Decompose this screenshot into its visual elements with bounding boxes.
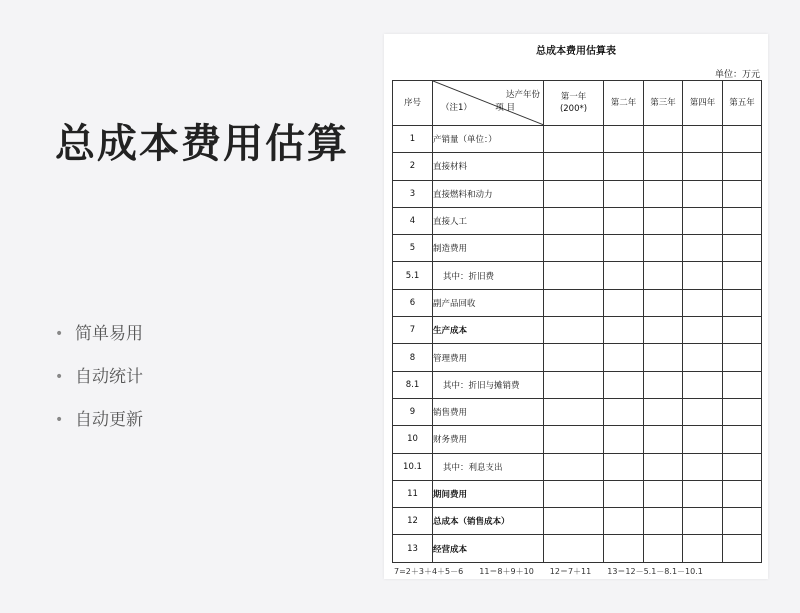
- row-number: 2: [393, 153, 433, 180]
- value-cell[interactable]: [604, 207, 644, 234]
- header-year2: 第二年: [604, 81, 644, 126]
- value-cell[interactable]: [723, 453, 762, 480]
- feature-label: 简单易用: [75, 323, 143, 344]
- value-cell[interactable]: [723, 398, 762, 425]
- row-item-label: 管理费用: [433, 344, 544, 371]
- row-number: 12: [393, 508, 433, 535]
- row-number: 11: [393, 480, 433, 507]
- row-item-label: 生产成本: [433, 317, 544, 344]
- value-cell[interactable]: [544, 262, 604, 289]
- value-cell[interactable]: [604, 180, 644, 207]
- header-year3: 第三年: [644, 81, 683, 126]
- value-cell[interactable]: [604, 317, 644, 344]
- row-number: 3: [393, 180, 433, 207]
- header-year-label: 达产年份: [505, 90, 540, 100]
- row-item-label: 经营成本: [433, 535, 544, 562]
- value-cell[interactable]: [604, 344, 644, 371]
- value-cell[interactable]: [644, 426, 683, 453]
- value-cell[interactable]: [723, 180, 762, 207]
- table-row: [393, 426, 762, 453]
- value-cell[interactable]: [604, 480, 644, 507]
- value-cell[interactable]: [683, 180, 723, 207]
- value-cell[interactable]: [604, 371, 644, 398]
- value-cell[interactable]: [604, 535, 644, 562]
- value-cell[interactable]: [683, 371, 723, 398]
- value-cell[interactable]: [723, 508, 762, 535]
- value-cell[interactable]: [644, 235, 683, 262]
- row-number: 10: [393, 426, 433, 453]
- value-cell[interactable]: [604, 262, 644, 289]
- value-cell[interactable]: [544, 344, 604, 371]
- value-cell[interactable]: [544, 126, 604, 153]
- value-cell[interactable]: [604, 426, 644, 453]
- value-cell[interactable]: [723, 371, 762, 398]
- value-cell[interactable]: [683, 317, 723, 344]
- row-item-label: 财务费用: [433, 426, 544, 453]
- table-row: [393, 535, 762, 562]
- value-cell[interactable]: [723, 153, 762, 180]
- unit-label: 单位：万元: [714, 70, 760, 80]
- header-year4: 第四年: [683, 81, 723, 126]
- row-number: 6: [393, 289, 433, 316]
- value-cell[interactable]: [644, 371, 683, 398]
- value-cell[interactable]: [544, 426, 604, 453]
- value-cell[interactable]: [723, 535, 762, 562]
- table-row: [393, 289, 762, 316]
- value-cell[interactable]: [644, 508, 683, 535]
- bullet-icon: •: [55, 411, 64, 428]
- row-number: 13: [393, 535, 433, 562]
- value-cell[interactable]: [544, 480, 604, 507]
- value-cell[interactable]: [604, 508, 644, 535]
- feature-list: [55, 312, 143, 441]
- value-cell[interactable]: [683, 453, 723, 480]
- table-row: [393, 344, 762, 371]
- table-header-row: [393, 81, 762, 126]
- row-item-label: 期间费用: [433, 480, 544, 507]
- feature-item: [55, 312, 143, 355]
- value-cell[interactable]: [723, 207, 762, 234]
- row-number: 5: [393, 235, 433, 262]
- table-row: [393, 180, 762, 207]
- table-row: [393, 453, 762, 480]
- spreadsheet-preview: [384, 34, 768, 579]
- value-cell[interactable]: [604, 235, 644, 262]
- value-cell[interactable]: [604, 453, 644, 480]
- value-cell[interactable]: [723, 317, 762, 344]
- value-cell[interactable]: [644, 535, 683, 562]
- table-row: [393, 126, 762, 153]
- header-seq: 序号: [393, 81, 433, 126]
- value-cell[interactable]: [723, 344, 762, 371]
- value-cell[interactable]: [644, 289, 683, 316]
- value-cell[interactable]: [644, 180, 683, 207]
- value-cell[interactable]: [683, 207, 723, 234]
- value-cell[interactable]: [723, 235, 762, 262]
- bullet-icon: •: [55, 368, 64, 385]
- value-cell[interactable]: [644, 453, 683, 480]
- value-cell[interactable]: [544, 453, 604, 480]
- row-number: 7: [393, 317, 433, 344]
- header-year1-date: (200*): [559, 104, 588, 114]
- header-note-label: （注1）: [441, 103, 472, 113]
- row-item-label: 直接燃料和动力: [433, 180, 544, 207]
- table-row: [393, 398, 762, 425]
- row-item-label: 其中：折旧费: [433, 262, 544, 289]
- value-cell[interactable]: [683, 126, 723, 153]
- value-cell[interactable]: [723, 262, 762, 289]
- value-cell[interactable]: [723, 426, 762, 453]
- value-cell[interactable]: [683, 235, 723, 262]
- formula-footnote: 7=2＋3＋4＋5－6 11＝8＋9＋10 12＝7＋11 13＝12－5.1－8.1－10.1: [394, 567, 703, 576]
- header-item-diagonal: [433, 81, 544, 126]
- value-cell[interactable]: [644, 207, 683, 234]
- value-cell[interactable]: [604, 289, 644, 316]
- row-item-label: 制造费用: [433, 235, 544, 262]
- row-number: 9: [393, 398, 433, 425]
- header-year1: [544, 81, 604, 126]
- row-item-label: 销售费用: [433, 398, 544, 425]
- row-item-label: 副产品回收: [433, 289, 544, 316]
- value-cell[interactable]: [723, 126, 762, 153]
- row-item-label: 其中：利息支出: [433, 453, 544, 480]
- table-row: [393, 235, 762, 262]
- cost-table: [392, 80, 762, 563]
- value-cell[interactable]: [683, 398, 723, 425]
- feature-item: [55, 355, 143, 398]
- value-cell[interactable]: [544, 508, 604, 535]
- table-row: [393, 480, 762, 507]
- row-number: 10.1: [393, 453, 433, 480]
- value-cell[interactable]: [683, 480, 723, 507]
- table-row: [393, 153, 762, 180]
- value-cell[interactable]: [544, 235, 604, 262]
- value-cell[interactable]: [544, 317, 604, 344]
- value-cell[interactable]: [644, 344, 683, 371]
- feature-label: 自动更新: [75, 409, 143, 430]
- value-cell[interactable]: [644, 398, 683, 425]
- value-cell[interactable]: [723, 480, 762, 507]
- value-cell[interactable]: [683, 289, 723, 316]
- value-cell[interactable]: [544, 207, 604, 234]
- value-cell[interactable]: [683, 262, 723, 289]
- row-item-label: 其中：折旧与摊销费: [433, 371, 544, 398]
- value-cell[interactable]: [604, 398, 644, 425]
- value-cell[interactable]: [544, 180, 604, 207]
- table-row: [393, 262, 762, 289]
- row-item-label: 直接材料: [433, 153, 544, 180]
- value-cell[interactable]: [723, 289, 762, 316]
- value-cell[interactable]: [683, 344, 723, 371]
- bullet-icon: •: [55, 325, 64, 342]
- value-cell[interactable]: [683, 508, 723, 535]
- value-cell[interactable]: [544, 153, 604, 180]
- value-cell[interactable]: [544, 535, 604, 562]
- table-row: [393, 371, 762, 398]
- row-item-label: 直接人工: [433, 207, 544, 234]
- header-year1-name: 第一年: [560, 92, 587, 102]
- feature-item: [55, 398, 143, 441]
- value-cell[interactable]: [544, 398, 604, 425]
- value-cell[interactable]: [544, 289, 604, 316]
- value-cell[interactable]: [644, 126, 683, 153]
- table-row: [393, 207, 762, 234]
- value-cell[interactable]: [644, 153, 683, 180]
- value-cell[interactable]: [683, 153, 723, 180]
- row-number: 8: [393, 344, 433, 371]
- value-cell[interactable]: [683, 535, 723, 562]
- value-cell[interactable]: [604, 126, 644, 153]
- row-item-label: 产销量（单位：）: [433, 126, 544, 153]
- value-cell[interactable]: [644, 317, 683, 344]
- header-item-label: 项 目: [495, 103, 515, 113]
- sheet-title: 总成本费用估算表: [536, 46, 616, 57]
- table-row: [393, 508, 762, 535]
- feature-label: 自动统计: [75, 366, 143, 387]
- value-cell[interactable]: [604, 153, 644, 180]
- value-cell[interactable]: [683, 426, 723, 453]
- row-item-label: 总成本（销售成本）: [433, 508, 544, 535]
- value-cell[interactable]: [544, 371, 604, 398]
- row-number: 1: [393, 126, 433, 153]
- table-row: [393, 317, 762, 344]
- header-year5: 第五年: [723, 81, 762, 126]
- value-cell[interactable]: [644, 262, 683, 289]
- row-number: 8.1: [393, 371, 433, 398]
- row-number: 4: [393, 207, 433, 234]
- value-cell[interactable]: [644, 480, 683, 507]
- page-title: 总成本费用估算: [55, 121, 349, 167]
- row-number: 5.1: [393, 262, 433, 289]
